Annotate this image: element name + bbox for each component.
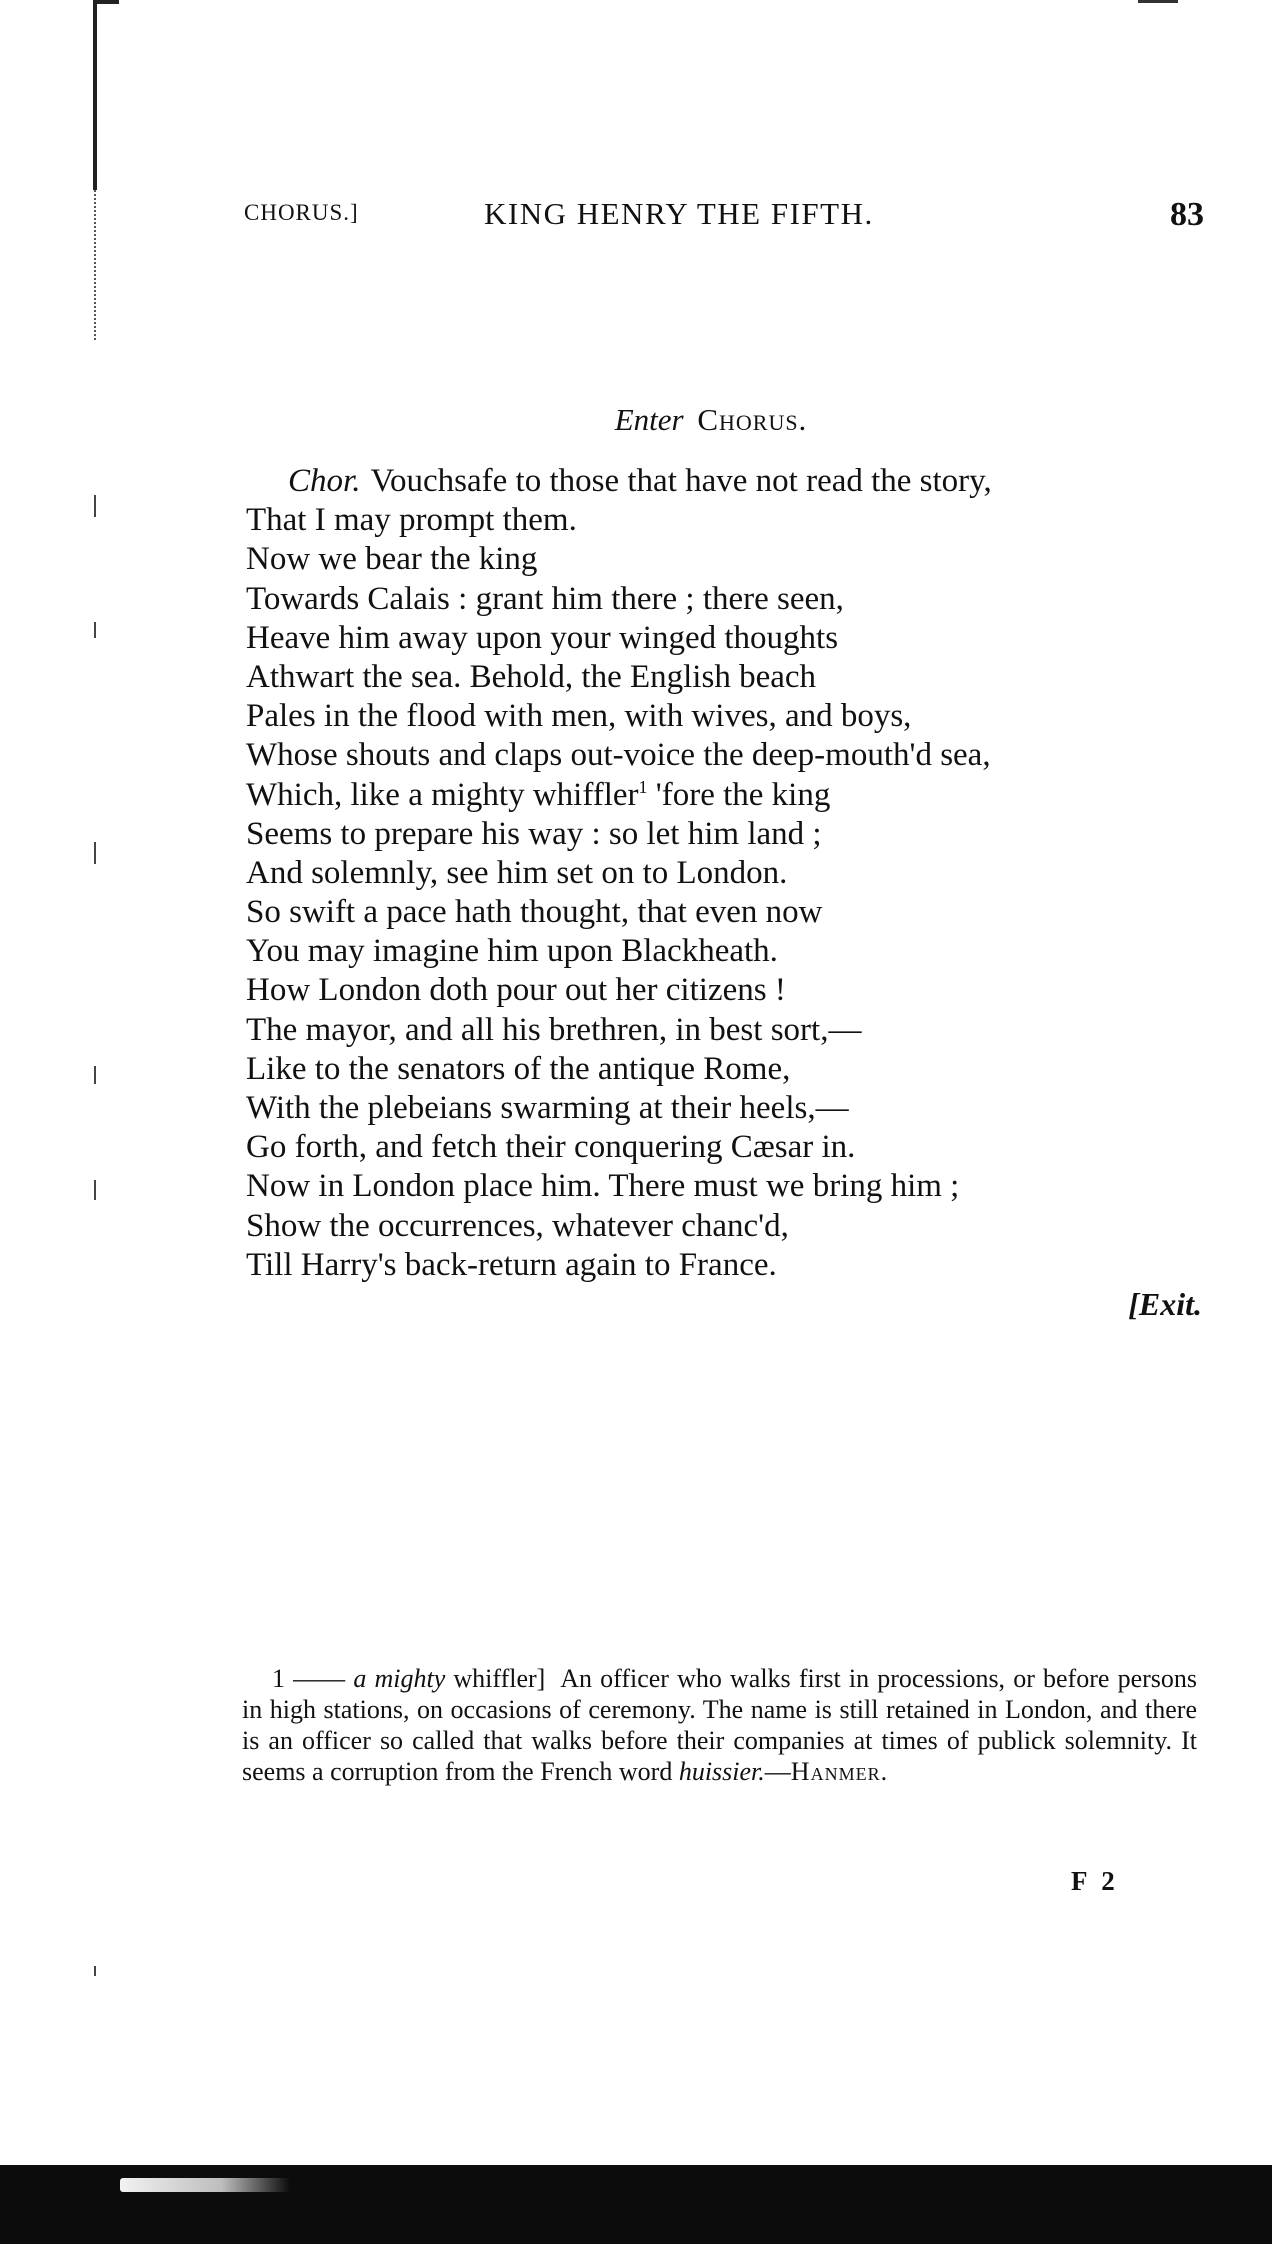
stage-direction-character: Chorus. [697, 402, 808, 437]
verse-line: So swift a pace hath thought, that even now [246, 894, 823, 931]
verse-line: With the plebeians swarming at their heels,— [246, 1090, 849, 1126]
footnote-french-word: huissier. [678, 1757, 765, 1786]
verse-line: Like to the senators of the antique Rome, [246, 1050, 791, 1087]
verse-line [246, 462, 1226, 501]
footnote [242, 1663, 1197, 1787]
verse-line: That I may prompt them. [246, 502, 577, 539]
margin-speck [94, 1966, 96, 1976]
verse-line: Athwart the sea. Behold, the English beach [246, 658, 817, 695]
margin-speck [94, 495, 96, 517]
margin-speck [94, 622, 96, 638]
verse-line-text: Which, like a mighty whiffler [246, 776, 639, 813]
verse-line: Go forth, and fetch their conquering Cæsar in. [246, 1129, 856, 1166]
footnote-dash: —— [293, 1664, 346, 1693]
footnote-text: An officer who walks first in processions, or before persons in high stations, on occasions of ceremony. The name is still retained in London, and there is an officer so called that walks before their companies at times of publick solemnity. It seems a corruption from the French word [242, 1664, 1198, 1786]
margin-speck [94, 1180, 96, 1200]
stage-direction-exit: [Exit. [1128, 1286, 1202, 1322]
verse-line: You may imagine him upon Blackheath. [246, 933, 778, 970]
stage-direction-verb: Enter [614, 402, 684, 437]
verse-line: Now we bear the king [246, 541, 538, 578]
running-head [244, 196, 1204, 236]
verse-line: And solemnly, see him set on to London. [246, 854, 788, 891]
verse-line: The mayor, and all his brethren, in best sort,— [246, 1011, 862, 1048]
speaker-name: Chor. [288, 463, 361, 499]
footnote-lemma-word: whiffler] [453, 1664, 546, 1693]
scan-edge-dots [94, 190, 98, 340]
verse-line: Seems to prepare his way : so let him land ; [246, 815, 822, 852]
margin-speck [94, 1066, 96, 1084]
signature-mark: F 2 [1071, 1866, 1119, 1896]
chorus-speech [246, 462, 1226, 1285]
verse-line-text-tail: 'fore the king [647, 776, 831, 813]
verse-line: Pales in the flood with men, with wives, and boys, [246, 698, 912, 735]
verse-line: Heave him away upon your winged thoughts [246, 619, 839, 656]
footnote-lemma: a mighty [353, 1664, 446, 1693]
footnote-attribution-dash: — [764, 1757, 791, 1786]
verse-line-text: Vouchsafe to those that have not read the story, [370, 463, 992, 499]
footnote-author: Hanmer. [790, 1757, 889, 1786]
verse-line [246, 776, 1226, 815]
stage-direction-enter [0, 402, 1272, 438]
footnote-reference[interactable]: 1 [638, 776, 648, 797]
scan-bottom-sheen [120, 2178, 290, 2192]
verse-line: Till Harry's back-return again to France. [246, 1246, 777, 1283]
scan-bottom-edge [0, 2165, 1272, 2244]
verse-line: Whose shouts and claps out-voice the deep-mouth'd sea, [246, 737, 991, 774]
scan-corner-mark [1138, 0, 1178, 3]
verse-line: Show the occurrences, whatever chanc'd, [246, 1207, 789, 1244]
footnote-body [242, 1663, 1197, 1787]
verse-line: Towards Calais : grant him there ; there seen, [246, 580, 844, 617]
running-head-title: KING HENRY THE FIFTH. [484, 196, 874, 231]
verse-line: Now in London place him. There must we bring him ; [246, 1168, 960, 1205]
page-number: 83 [1170, 196, 1204, 233]
margin-speck [94, 842, 96, 864]
footnote-marker: 1 [272, 1664, 285, 1693]
running-head-section: CHORUS.] [244, 200, 359, 225]
scan-edge-rule [93, 0, 97, 190]
verse-line: How London doth pour out her citizens ! [246, 972, 786, 1009]
